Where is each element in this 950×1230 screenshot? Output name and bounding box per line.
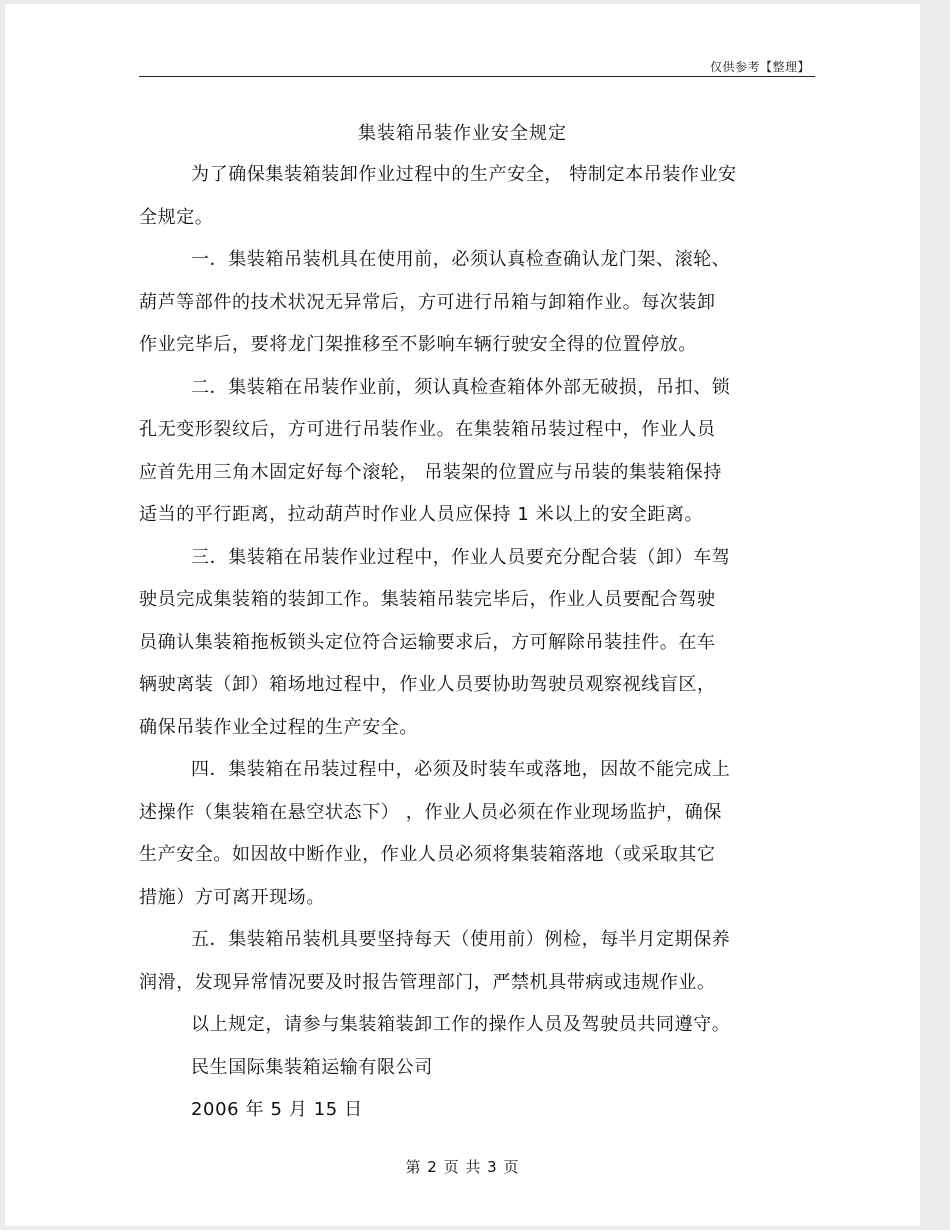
- body-line: 适当的平行距离，拉动葫芦时作业人员应保持 1 米以上的安全距离。: [139, 504, 704, 525]
- body-line: 生产安全。如因故中断作业，作业人员必须将集装箱落地（或采取其它: [139, 844, 716, 865]
- header-divider: [139, 76, 815, 77]
- body-line: 员确认集装箱拖板锁头定位符合运输要求后，方可解除吊装挂件。在车: [139, 631, 716, 653]
- body-line: 以上规定，请参与集装箱装卸工作的操作人员及驾驶员共同遵守。: [191, 1014, 731, 1035]
- body-line: 确保吊装作业全过程的生产安全。: [139, 716, 418, 738]
- document-page: [5, 4, 920, 1226]
- body-line: 应首先用三角木固定好每个滚轮， 吊装架的位置应与吊装的集装箱保持: [139, 461, 722, 483]
- body-line: 五．集装箱吊装机具要坚持每天（使用前）例检，每半月定期保养: [191, 929, 731, 950]
- body-line: 三．集装箱在吊装作业过程中，作业人员要充分配合装（卸）车驾: [191, 546, 731, 568]
- body-line: 为了确保集装箱装卸作业过程中的生产安全， 特制定本吊装作业安: [191, 164, 737, 185]
- body-line: 措施）方可离开现场。: [139, 886, 325, 908]
- body-line: 葫芦等部件的技术状况无异常后，方可进行吊箱与卸箱作业。每次装卸: [139, 291, 716, 313]
- document-body: [139, 154, 805, 1132]
- body-line: 一．集装箱吊装机具在使用前，必须认真检查确认龙门架、滚轮、: [191, 249, 731, 270]
- body-line: 四．集装箱在吊装过程中，必须及时装车或落地，因故不能完成上: [191, 759, 731, 780]
- company-name: 民生国际集装箱运输有限公司: [191, 1056, 433, 1078]
- body-line: 润滑，发现异常情况要及时报告管理部门，严禁机具带病或违规作业。: [139, 971, 716, 993]
- body-line: 孔无变形裂纹后，方可进行吊装作业。在集装箱吊装过程中，作业人员: [139, 419, 716, 440]
- body-line: 辆驶离装（卸）箱场地过程中，作业人员要协助驾驶员观察视线盲区，: [139, 674, 716, 695]
- body-line: 作业完毕后，要将龙门架推移至不影响车辆行驶安全得的位置停放。: [139, 334, 697, 355]
- document-title: 集装箱吊装作业安全规定: [358, 123, 567, 144]
- body-line: 驶员完成集装箱的装卸工作。集装箱吊装完毕后，作业人员要配合驾驶: [139, 589, 716, 610]
- body-line: 全规定。: [139, 206, 214, 228]
- body-line: 二．集装箱在吊装作业前，须认真检查箱体外部无破损，吊扣、锁: [191, 376, 731, 398]
- header-label: 仅供参考【整理】: [709, 60, 810, 74]
- document-date: 2006 年 5 月 15 日: [191, 1099, 363, 1120]
- page-number: 第 2 页 共 3 页: [405, 1158, 520, 1176]
- body-line: 述操作（集装箱在悬空状态下） ，作业人员必须在作业现场监护，确保: [139, 801, 722, 823]
